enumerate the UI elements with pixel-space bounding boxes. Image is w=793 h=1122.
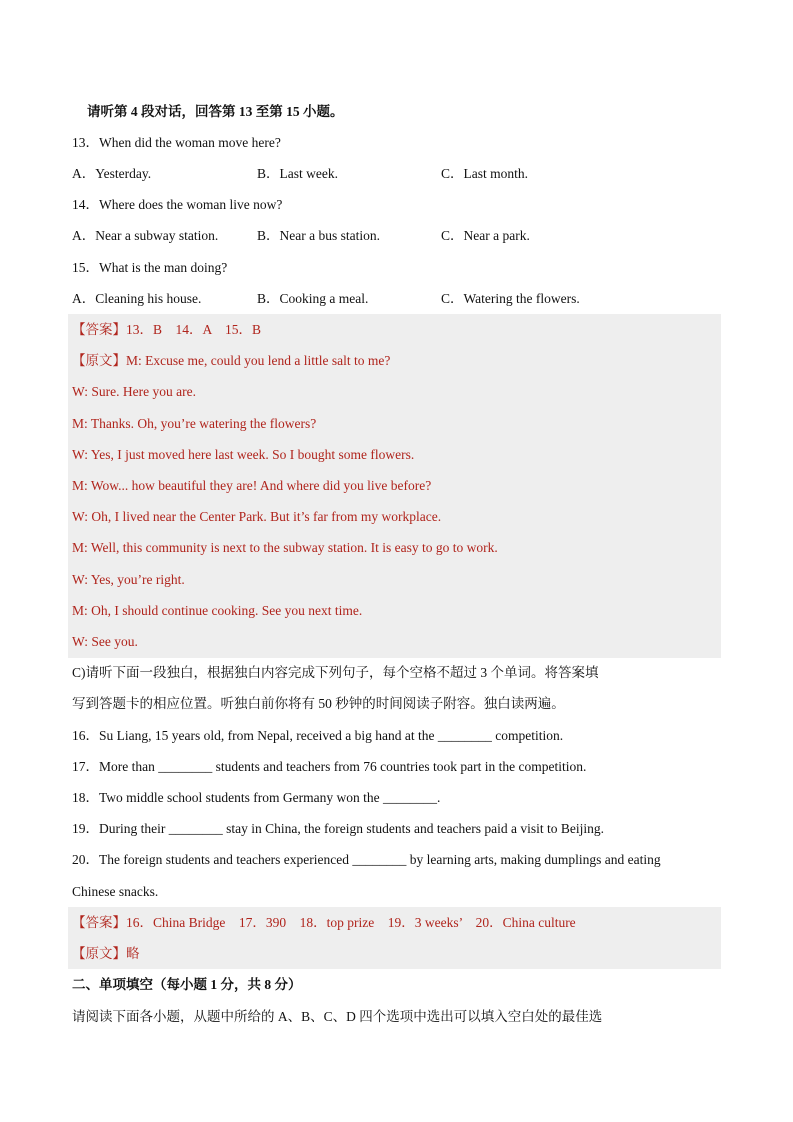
transcript-text: 略: [126, 946, 140, 961]
transcript-line: W: Yes, you’re right.: [72, 572, 185, 587]
question-20: 20．The foreign students and teachers experienced ________ by learning arts, making dumplings and eating: [72, 852, 661, 867]
q14-option-a: A．Near a subway station.: [72, 228, 219, 243]
section-c-instruction: C)请听下面一段独白，根据独白内容完成下列句子，每个空格不超过 3 个单词。将答案填: [72, 665, 599, 680]
transcript-line: W: Sure. Here you are.: [72, 384, 196, 399]
transcript-line: M: Well, this community is next to the subway station. It is easy to go to work.: [72, 540, 498, 555]
transcript-line-2: [72, 946, 140, 962]
part-2-instruction: 请阅读下面各小题，从题中所给的 A、B、C、D 四个选项中选出可以填入空白处的最佳选: [72, 1009, 603, 1024]
q13-option-c: C．Last month.: [441, 166, 528, 181]
transcript-line: W: Oh, I lived near the Center Park. But it’s far from my workplace.: [72, 509, 442, 524]
question-18: 18．Two middle school students from Germany won the ________.: [72, 790, 441, 805]
section-heading: 请听第 4 段对话，回答第 13 至第 15 小题。: [87, 104, 344, 119]
q14-option-c: C．Near a park.: [441, 228, 530, 243]
transcript-label: 【原文】: [72, 946, 126, 961]
question-20-continued: Chinese snacks.: [72, 884, 159, 899]
question-19: 19．During their ________ stay in China, the foreign students and teachers paid a visit to Beijing.: [72, 821, 605, 836]
question-13: 13．When did the woman move here?: [72, 135, 281, 150]
transcript-line: [72, 353, 390, 369]
transcript-text: M: Excuse me, could you lend a little salt to me?: [126, 353, 391, 368]
answer-label: 【答案】: [72, 322, 126, 337]
q13-option-a: A．Yesterday.: [72, 166, 152, 181]
transcript-line: M: Oh, I should continue cooking. See you next time.: [72, 603, 363, 618]
answer-label: 【答案】: [72, 915, 126, 930]
q15-option-a: A．Cleaning his house.: [72, 291, 202, 306]
answer-line-1: [72, 322, 261, 338]
q14-option-b: B．Near a bus station.: [257, 228, 380, 243]
question-15: 15．What is the man doing?: [72, 260, 228, 275]
q15-option-c: C．Watering the flowers.: [441, 291, 580, 306]
answer-text: 16．China Bridge 17．390 18．top prize 19．3 weeks’ 20．China culture: [126, 915, 576, 930]
question-14: 14．Where does the woman live now?: [72, 197, 283, 212]
transcript-line: M: Thanks. Oh, you’re watering the flowers?: [72, 416, 317, 431]
question-17: 17．More than ________ students and teachers from 76 countries took part in the competition.: [72, 759, 587, 774]
transcript-line: M: Wow... how beautiful they are! And where did you live before?: [72, 478, 432, 493]
answer-text: 13．B 14．A 15．B: [126, 322, 262, 337]
q15-option-b: B．Cooking a meal.: [257, 291, 369, 306]
transcript-label: 【原文】: [72, 353, 126, 368]
answer-line-2: [72, 915, 576, 931]
q13-option-b: B．Last week.: [257, 166, 338, 181]
part-2-title: 二、单项填空（每小题 1 分，共 8 分）: [72, 977, 302, 992]
question-16: 16．Su Liang, 15 years old, from Nepal, received a big hand at the ________ competition.: [72, 728, 564, 743]
transcript-line: W: Yes, I just moved here last week. So I bought some flowers.: [72, 447, 415, 462]
section-c-instruction: 写到答题卡的相应位置。听独白前你将有 50 秒钟的时间阅读子附容。独白读两遍。: [72, 696, 565, 711]
transcript-line: W: See you.: [72, 634, 138, 649]
